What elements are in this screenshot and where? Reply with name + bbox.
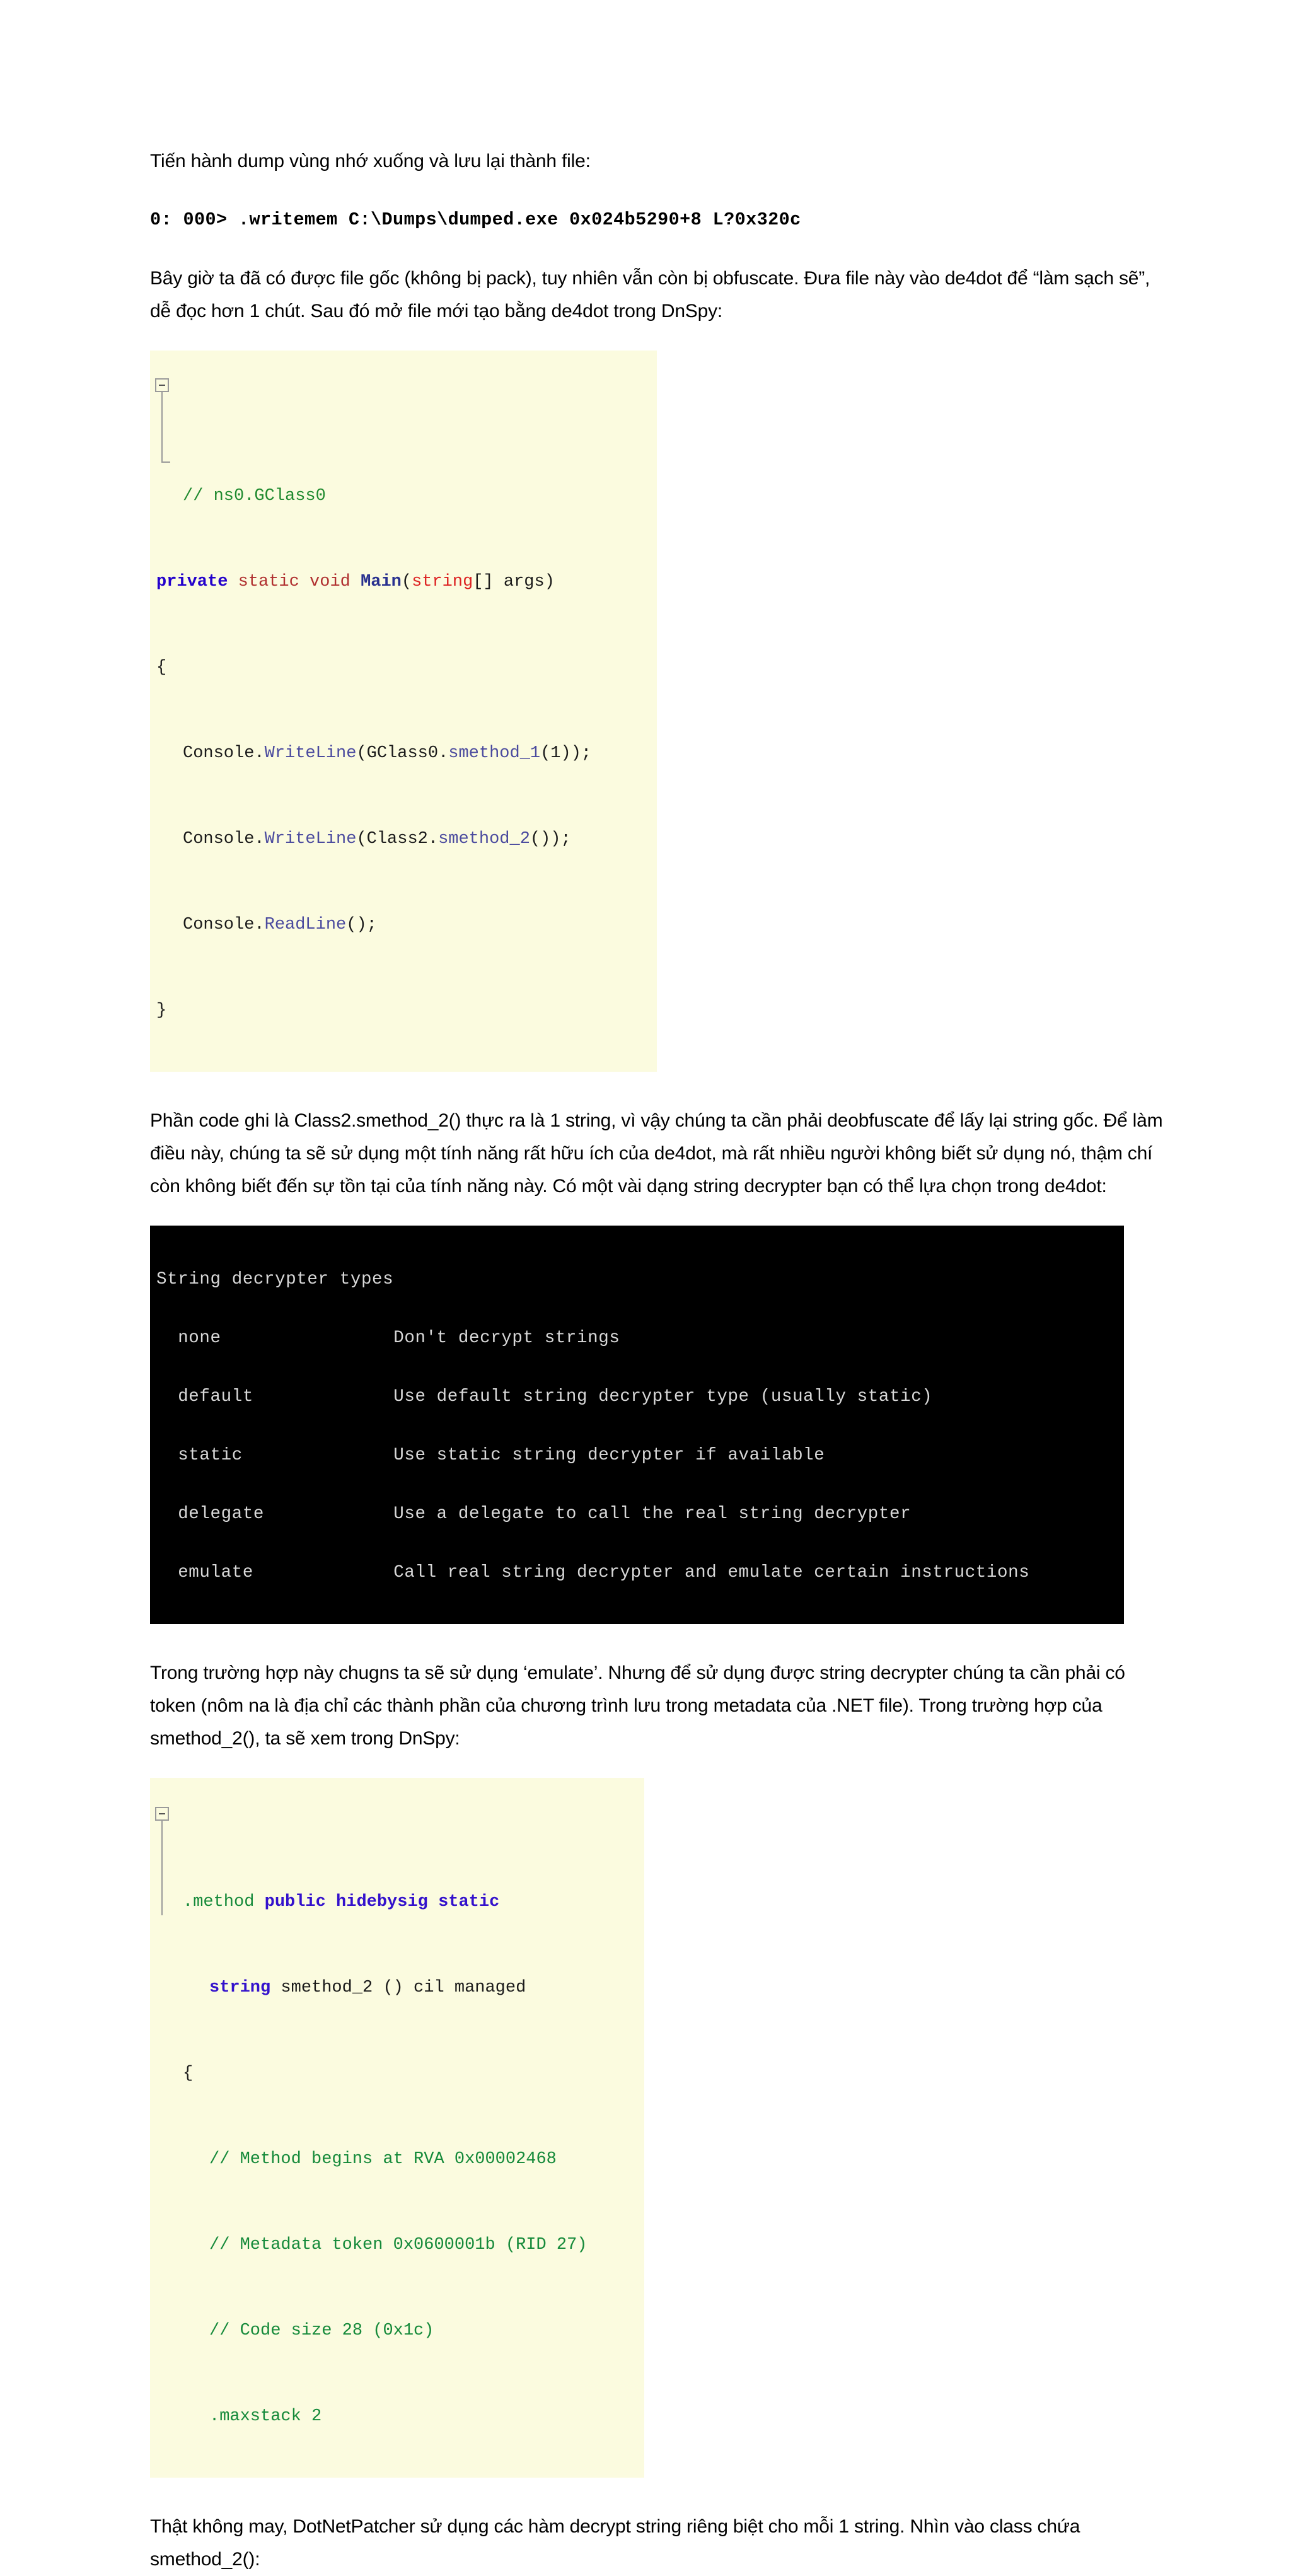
terminal-row-none xyxy=(156,1328,1118,1348)
il-line-comment-token: // Metadata token 0x0600001b (RID 27) xyxy=(209,2236,588,2254)
dnspy-il-code-screenshot xyxy=(150,1778,644,2478)
il-line-method: .method public hidebysig static xyxy=(183,1893,500,1912)
terminal-row-desc: Use default string decrypter type (usually static) xyxy=(393,1387,933,1407)
terminal-row-desc: Use static string decrypter if available xyxy=(393,1446,825,1465)
code-line-brace-open: { xyxy=(156,658,167,677)
terminal-row-delegate xyxy=(156,1504,1118,1524)
terminal-row-name: static xyxy=(156,1446,394,1465)
de4dot-terminal-screenshot xyxy=(150,1226,1124,1624)
spacer xyxy=(150,1072,1165,1105)
code-fold-bar xyxy=(161,1821,163,1915)
terminal-row-name: emulate xyxy=(156,1563,394,1582)
windbg-command-line: 0: 000> .writemem C:\Dumps\dumped.exe 0x024b5290+8 L?0x320c xyxy=(150,209,801,230)
terminal-row-name: delegate xyxy=(156,1504,394,1524)
il-line-comment-codesize: // Code size 28 (0x1c) xyxy=(209,2321,434,2340)
spacer xyxy=(150,235,1165,262)
code-fold-icon[interactable] xyxy=(155,378,169,392)
terminal-row-name: default xyxy=(156,1387,394,1407)
code-line-comment: // ns0.GClass0 xyxy=(183,487,326,506)
terminal-title: String decrypter types xyxy=(156,1270,394,1289)
dnspy-csharp-code-screenshot xyxy=(150,351,657,1072)
code-line-writeline-2: Console.WriteLine(Class2.smethod_2()); xyxy=(183,830,571,849)
il-line-signature: string smethod_2 () cil managed xyxy=(209,1978,526,1997)
il-line-maxstack: .maxstack 2 xyxy=(209,2407,322,2426)
spacer xyxy=(150,2478,1165,2510)
terminal-row-static xyxy=(156,1446,1118,1465)
code-line-signature: private static void Main(string[] args) xyxy=(156,572,555,591)
code-fold-foot xyxy=(161,461,170,463)
code-line-brace-close: } xyxy=(156,1001,167,1020)
terminal-row-desc: Use a delegate to call the real string decrypter xyxy=(393,1504,912,1524)
spacer xyxy=(150,1624,1165,1657)
code-line-readline: Console.ReadLine(); xyxy=(183,915,377,934)
il-line-brace-open: { xyxy=(183,2064,194,2083)
paragraph-after-terminal: Trong trường hợp này chugns ta sẽ sử dụng ‘emulate’. Nhưng để sử dụng được string decrypter chúng ta cần phải có token (nôm na là địa chỉ các thành phần của chương trình lưu trong metadata của .NET file). Trong trường hợp của smethod_2(), ta sẽ xem trong DnSpy: xyxy=(150,1662,1125,1749)
spacer xyxy=(150,178,1165,206)
code-fold-bar xyxy=(161,392,163,463)
terminal-row-desc: Don't decrypt strings xyxy=(393,1328,620,1348)
paragraph-intro: Tiến hành dump vùng nhớ xuống và lưu lại thành file: xyxy=(150,151,591,171)
paragraph-after-command: Bây giờ ta đã có được file gốc (không bị pack), tuy nhiên vẫn còn bị obfuscate. Đưa file này vào de4dot để “làm sạch sẽ”, dễ đọc hơn 1 chút. Sau đó mở file mới tạo bằng de4dot trong DnSpy: xyxy=(150,268,1150,322)
code-fold-icon[interactable] xyxy=(155,1807,169,1821)
page-number-footer: Trang 4 xyxy=(150,1539,215,1560)
il-line-comment-rva: // Method begins at RVA 0x00002468 xyxy=(209,2150,557,2169)
spacer xyxy=(150,1203,1165,1226)
terminal-row-name: none xyxy=(156,1328,394,1348)
paragraph-after-csharp: Phần code ghi là Class2.smethod_2() thực ra là 1 string, vì vậy chúng ta cần phải deobfuscate để lấy lại string gốc. Để làm điều này, chúng ta sẽ sử dụng một tính năng rất hữu ích của de4dot, mà rất nhiều người không biết sử dụng nó, thậm chí còn không biết đến sự tồn tại của tính năng này. Có một vài dạng string decrypter bạn có thể lựa chọn trong de4dot: xyxy=(150,1110,1163,1197)
spacer xyxy=(150,328,1165,351)
terminal-row-desc: Call real string decrypter and emulate certain instructions xyxy=(393,1563,1030,1582)
code-line-writeline-1: Console.WriteLine(GClass0.smethod_1(1)); xyxy=(183,744,592,763)
terminal-row-default xyxy=(156,1387,1118,1407)
terminal-row-emulate xyxy=(156,1563,1118,1582)
paragraph-after-il: Thật không may, DotNetPatcher sử dụng các hàm decrypt string riêng biệt cho mỗi 1 string. Nhìn vào class chứa smethod_2(): xyxy=(150,2516,1080,2570)
spacer xyxy=(150,1755,1165,1778)
